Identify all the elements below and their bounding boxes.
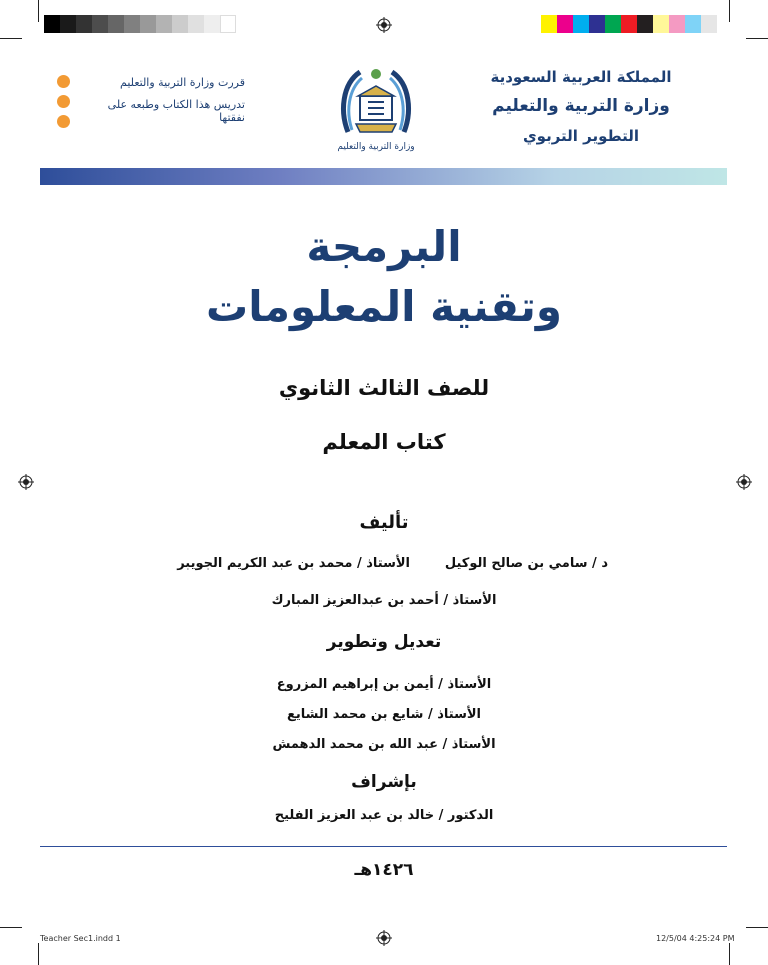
orange-dot-3: [57, 115, 70, 128]
revision-heading: تعديل وتطوير: [326, 632, 442, 652]
crop-mark-br-v: [729, 943, 730, 965]
supervision-heading: بإشراف: [351, 772, 417, 792]
crop-mark-tl-h: [0, 38, 22, 39]
crop-mark-bl-v: [38, 943, 39, 965]
footer-timestamp: 12/5/04 4:25:24 PM: [656, 934, 735, 943]
reviser-2: الأستاذ / شايع بن محمد الشايع: [286, 707, 482, 722]
author-3: الأستاذ / أحمد بن عبدالعزيز المبارك: [271, 593, 497, 608]
divider-line: [40, 846, 727, 847]
registration-mark-left: [18, 474, 34, 490]
reviser-3: الأستاذ / عبد الله بن محمد الدهمش: [272, 737, 496, 752]
ministry-name-ministry: وزارة التربية والتعليم: [492, 96, 670, 116]
ministry-name-country: المملكة العربية السعودية: [490, 68, 672, 86]
approval-line-2: تدريس هذا الكتاب وطبعه على نفقتها: [107, 98, 245, 124]
footer-file-name: Teacher Sec1.indd 1: [40, 934, 121, 943]
ministry-logo-icon: [338, 62, 414, 140]
reviser-1: الأستاذ / أيمن بن إبراهيم المزروع: [276, 677, 492, 692]
author-2: الأستاذ / محمد بن عبد الكريم الجويبر: [177, 556, 410, 571]
author-1: د / سامي بن صالح الوكيل: [444, 556, 608, 571]
crop-mark-tr-v: [729, 0, 730, 22]
approval-line-1: قررت وزارة التربية والتعليم: [120, 76, 245, 89]
crop-mark-tr-h: [746, 38, 768, 39]
book-edition: كتاب المعلم: [322, 430, 446, 454]
logo-caption: وزارة التربية والتعليم: [337, 142, 415, 152]
book-title-line-1: البرمجة: [306, 222, 462, 271]
registration-mark-top: [376, 17, 392, 33]
book-title-line-2: وتقنية المعلومات: [206, 282, 562, 331]
registration-mark-bottom: [376, 930, 392, 946]
crop-mark-bl-h: [0, 927, 22, 928]
authorship-heading: تأليف: [359, 512, 409, 533]
registration-mark-right: [736, 474, 752, 490]
crop-mark-tl-v: [38, 0, 39, 22]
ministry-name-department: التطوير التربوي: [522, 127, 640, 145]
crop-mark-br-h: [746, 927, 768, 928]
orange-dot-2: [57, 95, 70, 108]
orange-dot-1: [57, 75, 70, 88]
decorative-gradient-band: [40, 168, 727, 185]
publication-year: ١٤٢٦هـ: [354, 860, 414, 880]
book-grade: للصف الثالث الثانوي: [278, 376, 490, 400]
supervisor: الدكتور / خالد بن عبد العزيز الفليح: [274, 808, 494, 823]
